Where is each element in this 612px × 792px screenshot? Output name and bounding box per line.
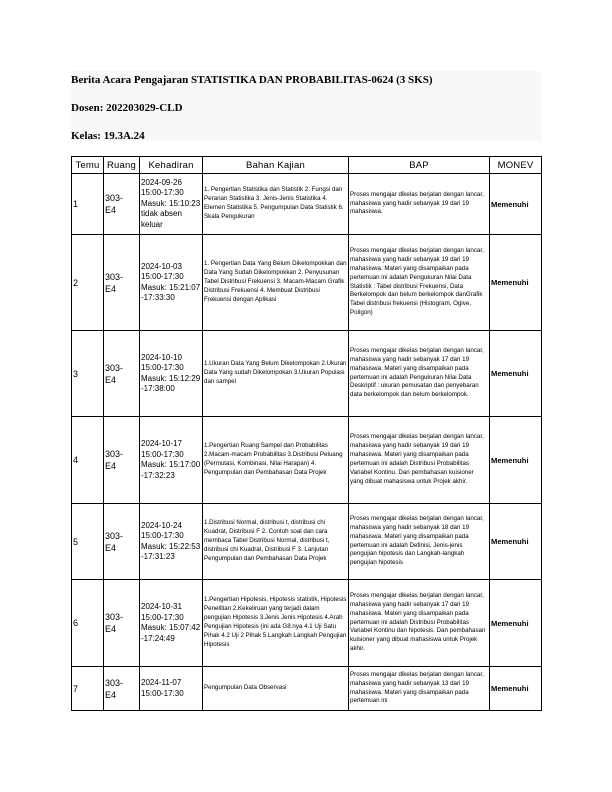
col-header-kehadiran: Kehadiran [140, 157, 203, 174]
table-row [72, 580, 542, 667]
cell-temu: 1 [72, 174, 104, 235]
cell-monev: Memenuhi [490, 667, 542, 711]
cell-temu: 2 [72, 235, 104, 331]
cell-kehadiran: 2024-10-17 15:00-17:30 Masuk: 15:17:00 -17:32:23 [140, 417, 203, 504]
col-header-monev: MONEV [490, 157, 542, 174]
table-header-row [72, 157, 542, 174]
bap-table [71, 156, 542, 711]
col-header-ruang: Ruang [104, 157, 140, 174]
cell-temu: 5 [72, 504, 104, 580]
col-header-temu: Temu [72, 157, 104, 174]
cell-ruang: 303- E4 [104, 417, 140, 504]
cell-ruang: 303- E4 [104, 174, 140, 235]
cell-temu: 7 [72, 667, 104, 711]
cell-kehadiran: 2024-10-03 15:00-17:30 Masuk: 15:21:07 -17:33:30 [140, 235, 203, 331]
cell-bap: Proses mengajar dikelas berjalan dengan lancar, mahasiswa yang hadir sebanyak 17 dari 19 mahasiswa. Materi yang disampaikan pada pertemuan ini adalah Distribusi Probabilitas Variabel Kontinu dan hipotesis. Dan pembahasan kuisioner yang dibuat mahasiswa untuk Projek akhir. [349, 580, 490, 667]
cell-temu: 6 [72, 580, 104, 667]
cell-bahan-kajian: 1.Pengertian Hipotesis, Hipotesis statistik, Hipotesis Penelitian 2.Kekeliruan yang terjadi dalam pengujian Hipotesis 3.Jenis Jenis Hipotesis 4.Arah Pengujian Hipotesis (ini ada G8.nya 4.1 Uji Satu Pihak 4.2 Uji 2 Pihak 5.Langkah Langkah Pengujian Hipotesis [203, 580, 349, 667]
lecturer-line: Dosen: 202203029-CLD [71, 102, 183, 114]
cell-bahan-kajian: Pengumpulan Data Observasi [203, 667, 349, 711]
cell-kehadiran: 2024-10-31 15:00-17:30 Masuk: 15:07:42 -17:24:49 [140, 580, 203, 667]
cell-bap: Proses mengajar dikelas berjalan dengan lancar, mahasiswa yang hadir sebanyak 13 dari 19 mahasiswa. Materi yang disampaikan pada pertemuan ini [349, 667, 490, 711]
cell-bap: Proses mengajar dikelas berjalan dengan lancar, mahasiswa yang hadir sebanyak 18 dari 19 mahasiswa. Materi yang disampaikan pada pertemuan ini adalah Definisi, Jenis-jenis pengujian hipotesis dan Langkah-langkah pengujian hipotesis [349, 504, 490, 580]
cell-monev: Memenuhi [490, 174, 542, 235]
cell-monev: Memenuhi [490, 331, 542, 417]
table-row [72, 504, 542, 580]
cell-ruang: 303- E4 [104, 235, 140, 331]
cell-bap: Proses mengajar dikelas berjalan dengan lancar, mahasiswa yang hadir sebanyak 17 dari 19 mahasiswa. Materi yang disampaikan pada pertemuan ini adalah Pengukuran Nilai Data Deskriptif : ukuran pemusatan dan penyebaran data berkelompok dan belum berkelompok. [349, 331, 490, 417]
table-row [72, 667, 542, 711]
cell-ruang: 303- E4 [104, 331, 140, 417]
cell-monev: Memenuhi [490, 580, 542, 667]
cell-temu: 4 [72, 417, 104, 504]
col-header-bap: BAP [349, 157, 490, 174]
table-row [72, 235, 542, 331]
cell-bap: Proses mengajar dikelas berjalan dengan lancar, mahasiswa yang hadir sebanyak 19 dari 19 mahasiswa. [349, 174, 490, 235]
cell-kehadiran: 2024-10-24 15:00-17:30 Masuk: 15:22:53 -17:31:23 [140, 504, 203, 580]
col-header-bahan-kajian: Bahan Kajian [203, 157, 349, 174]
course-title: Berita Acara Pengajaran STATISTIKA DAN PROBABILITAS-0624 (3 SKS) [71, 74, 433, 86]
table-row [72, 174, 542, 235]
cell-bahan-kajian: 1. Pengertian Statistika dan Statistik 2. Fungsi dan Peranan Statistika 3. Jenis-Jenis Statistika 4. Elemen Statistika 5. Pengumpulan Data Statistik 6. Skala Pengukuran [203, 174, 349, 235]
cell-bahan-kajian: 1.Distribusi Normal, distribusi t, distribusi chi Kuadrat, Distribusi F 2. Contoh soal dan cara membaca Tabel Distribusi Normal, distribusi t, distribusi chi Kuadrat, Distribusi F 3. Lanjutan Pengumpulan dan Pembahasan Data Projek [203, 504, 349, 580]
table-row [72, 417, 542, 504]
cell-temu: 3 [72, 331, 104, 417]
cell-bahan-kajian: 1.Ukuran Data Yang Belum Dikelompokan 2.Ukuran Data Yang sudah Dikelompokan 3.Ukuran Populasi dan sampel [203, 331, 349, 417]
cell-kehadiran: 2024-10-10 15:00-17:30 Masuk: 15:12:29 -17:38:00 [140, 331, 203, 417]
cell-ruang: 303- E4 [104, 504, 140, 580]
cell-ruang: 303- E4 [104, 580, 140, 667]
cell-kehadiran: 2024-09-26 15:00-17:30 Masuk: 15:10:23 tidak absen keluar [140, 174, 203, 235]
class-line: Kelas: 19.3A.24 [71, 130, 145, 142]
cell-kehadiran: 2024-11-07 15:00-17:30 [140, 667, 203, 711]
cell-bahan-kajian: 1. Pengertian Data Yang Belum Dikelompokkan dan Data Yang Sudah Dikelompokkan 2. Penyusunan Tabel Distribusi Frekuensi 3. Macam-Macam Grafik Distribusi Frekuensi 4. Membuat Distribusi Frekuensi dengan Aplikasi [203, 235, 349, 331]
cell-ruang: 303- E4 [104, 667, 140, 711]
table-row [72, 331, 542, 417]
cell-monev: Memenuhi [490, 417, 542, 504]
cell-bap: Proses mengajar dikelas berjalan dengan lancar, mahasiswa yang hadir sebanyak 19 dari 19 mahasiswa. Materi yang disampaikan pada pertemuan ini adalah Pengukuran Nilai Data Statistik : Tabel distribusi Frekuensi, Data Berkelompok dan belum berkelompok danGrafik Tabel distribusi frekuensi (Histogram, Ogive, Poligon) [349, 235, 490, 331]
cell-monev: Memenuhi [490, 235, 542, 331]
cell-monev: Memenuhi [490, 504, 542, 580]
cell-bap: Proses mengajar dikelas berjalan dengan lancar, mahasiswa yang hadir sebanyak 19 dari 19 mahasiswa. Materi yang disampaikan pada pertemuan ini adalah Distribusi Probabilitas Variabel Kontinu. Dan pembahasan kuisioner yang dibuat mahasiswa untuk Projek akhir. [349, 417, 490, 504]
cell-bahan-kajian: 1.Pengertian Ruang Sampel dan Probabilitas 2.Macam-macam Probabilitas 3.Distribusi Peluang (Permutasi, Kombinasi, Nilai Harapan) 4. Pengumpulan dan Pembahasan Data Projek [203, 417, 349, 504]
